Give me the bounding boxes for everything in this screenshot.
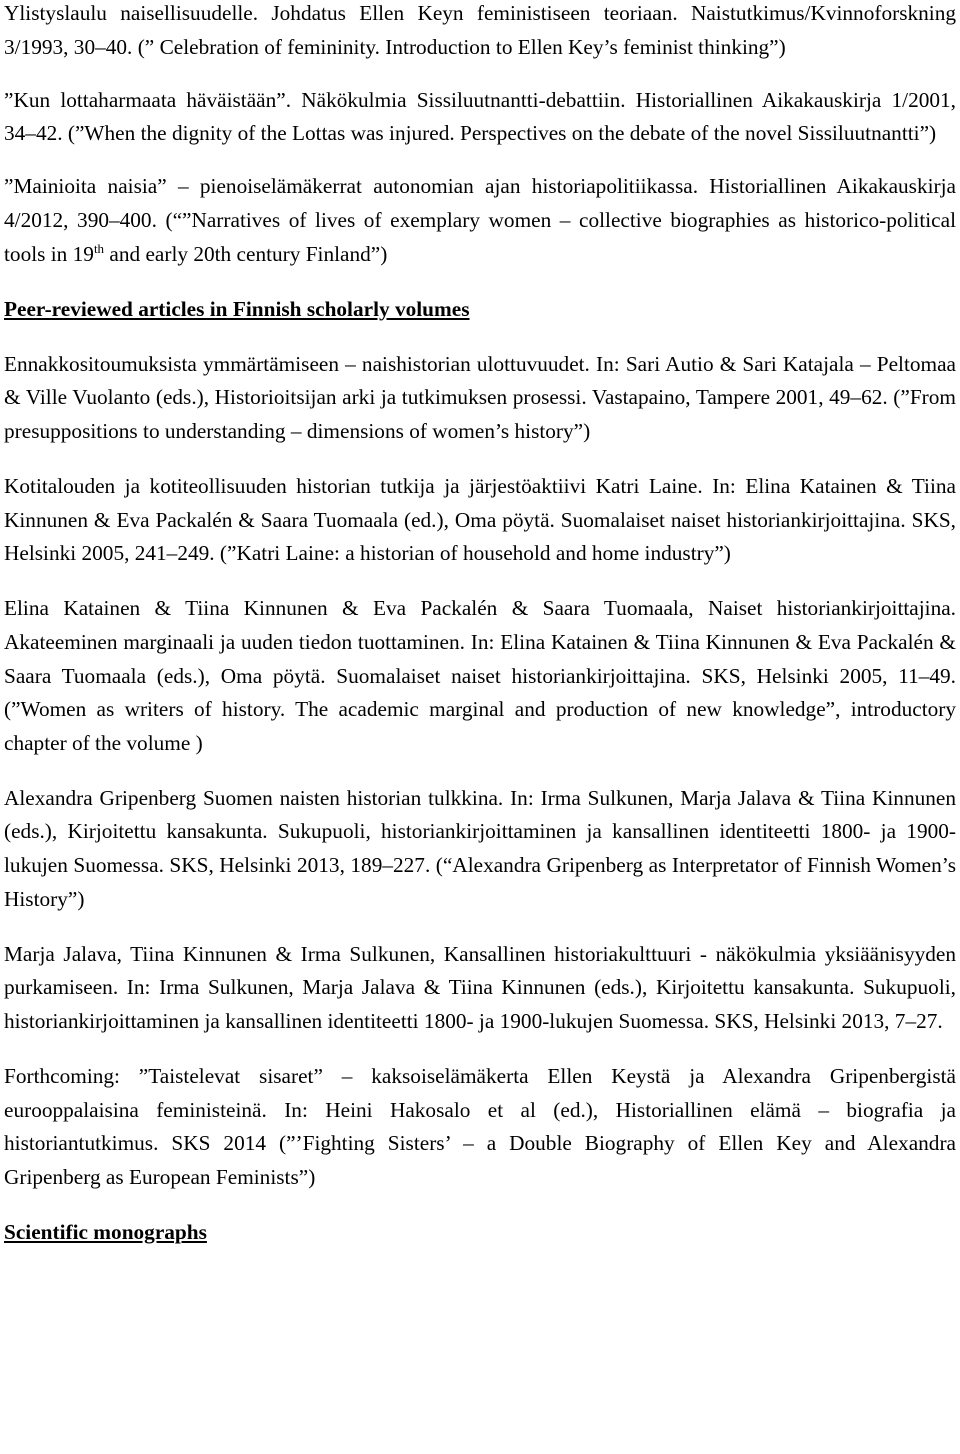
- publication-entry: [4, 170, 956, 271]
- section-heading: Scientific monographs: [4, 1219, 207, 1244]
- publication-entry: Marja Jalava, Tiina Kinnunen & Irma Sulkunen, Kansallinen historiakulttuuri - näkökulmia yksiäänisyyden purkamiseen. In: Irma Sulkunen, Marja Jalava & Tiina Kinnunen (eds.), Kirjoitettu kansakunta. Sukupuoli, historiankirjoittaminen ja kansallinen identiteetti 1800- ja 1900-lukujen Suomessa. SKS, Helsinki 2013, 7–27.: [4, 941, 956, 1033]
- publication-entry: Forthcoming: ”Taistelevat sisaret” – kaksoiselämäkerta Ellen Keystä ja Alexandra Gripenbergistä eurooppalaisina feministeinä. In: Heini Hakosalo et al (ed.), Historiallinen elämä – biografia ja historiantutkimus. SKS 2014 (”’Fighting Sisters’ – a Double Biography of Ellen Key and Alexandra Gripenberg as European Feminists”): [4, 1063, 956, 1189]
- publication-entry: Ennakkositoumuksista ymmärtämiseen – naishistorian ulottuvuudet. In: Sari Autio & Sari Katajala – Peltomaa & Ville Vuolanto (eds.), Historioitsijan arki ja tutkimuksen prosessi. Vastapaino, Tampere 2001, 49–62. (”From presuppositions to understanding – dimensions of women’s history”): [4, 351, 956, 443]
- publication-entry: Alexandra Gripenberg Suomen naisten historian tulkkina. In: Irma Sulkunen, Marja Jalava & Tiina Kinnunen (eds.), Kirjoitettu kansakunta. Sukupuoli, historiankirjoittaminen ja kansallinen identiteetti 1800- ja 1900-lukujen Suomessa. SKS, Helsinki 2013, 189–227. (“Alexandra Gripenberg as Interpretator of Finnish Women’s History”): [4, 785, 956, 911]
- entry-text: and early 20th century Finland”): [104, 241, 388, 266]
- publication-entry: ”Kun lottaharmaata häväistään”. Näkökulmia Sissiluutnantti-debattiin. Historiallinen Aikakauskirja 1/2001, 34–42. (”When the dignity of the Lottas was injured. Perspectives on the debate of the novel Sissiluutnantti”): [4, 87, 956, 146]
- superscript: th: [93, 240, 105, 256]
- publication-list: [4, 0, 956, 1249]
- entry-text: ”Mainioita naisia” – pienoiselämäkerrat autonomian ajan historiapolitiikassa. Historiallinen Aikakauskirja 4/2012, 390–400. (“”Narratives of lives of exemplary women – collective biographies as historico-political tools in 19: [4, 174, 956, 266]
- publication-entry: Ylistyslaulu naisellisuudelle. Johdatus Ellen Keyn feministiseen teoriaan. Naistutkimus/Kvinnoforskning 3/1993, 30–40. (” Celebration of femininity. Introduction to Ellen Key’s feminist thinking”): [4, 1, 956, 59]
- section-heading: Peer-reviewed articles in Finnish scholarly volumes: [4, 296, 470, 321]
- publication-entry: Elina Katainen & Tiina Kinnunen & Eva Packalén & Saara Tuomaala, Naiset historiankirjoittajina. Akateeminen marginaali ja uuden tiedon tuottaminen. In: Elina Katainen & Tiina Kinnunen & Eva Packalén & Saara Tuomaala (eds.), Oma pöytä. Suomalaiset naiset historiankirjoittajina. SKS, Helsinki 2005, 11–49. (”Women as writers of history. The academic marginal and production of new knowledge”, introductory chapter of the volume ): [4, 596, 956, 755]
- publication-entry: Kotitalouden ja kotiteollisuuden historian tutkija ja järjestöaktiivi Katri Laine. In: Elina Katainen & Tiina Kinnunen & Eva Packalén & Saara Tuomaala (ed.), Oma pöytä. Suomalaiset naiset historiankirjoittajina. SKS, Helsinki 2005, 241–249. (”Katri Laine: a historian of household and home industry”): [4, 474, 956, 566]
